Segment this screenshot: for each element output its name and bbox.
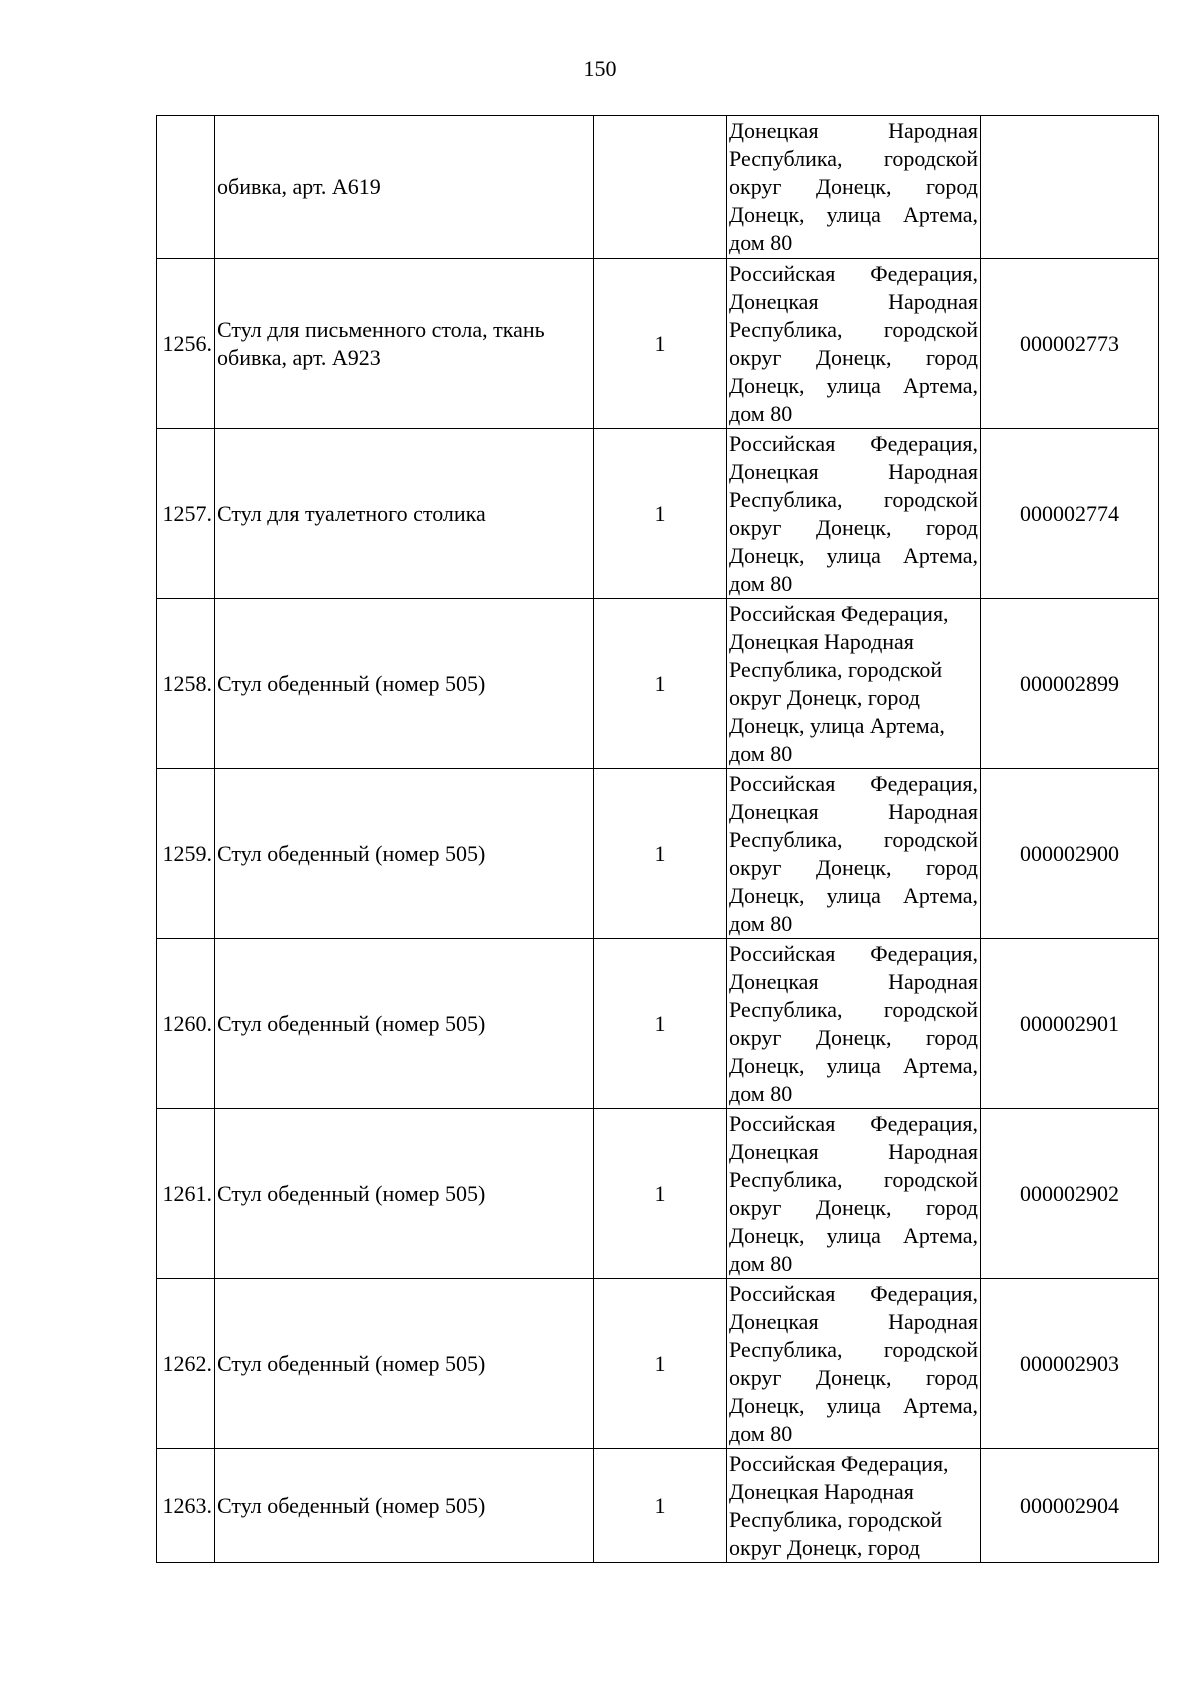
table-row <box>157 1109 1159 1279</box>
table-row <box>157 1449 1159 1563</box>
address-cell <box>727 1109 981 1279</box>
table-row <box>157 939 1159 1109</box>
item-name-cell: Стул обеденный (номер 505) <box>215 769 594 939</box>
row-number-cell: 1263. <box>157 1449 215 1563</box>
inventory-number-cell: 000002902 <box>981 1109 1159 1279</box>
item-name-cell: Стул обеденный (номер 505) <box>215 599 594 769</box>
quantity-cell: 1 <box>594 939 727 1109</box>
address-text: Российская Федерация, Донецкая Народная Республика, городской округ Донецк, город Донецк, улица Артема, дом 80 <box>729 770 978 936</box>
inventory-number-cell: 000002901 <box>981 939 1159 1109</box>
address-text: Российская Федерация, Донецкая Народная Республика, городской округ Донецк, город Донецк, улица Артема, дом 80 <box>729 1110 978 1276</box>
address-cell <box>727 769 981 939</box>
table-row <box>157 116 1159 259</box>
address-cell <box>727 1449 981 1563</box>
quantity-cell: 1 <box>594 769 727 939</box>
row-number-cell <box>157 116 215 259</box>
item-name-cell: Стул обеденный (номер 505) <box>215 1279 594 1449</box>
inventory-number-cell: 000002899 <box>981 599 1159 769</box>
item-name-cell: обивка, арт. А619 <box>215 116 594 259</box>
item-name-cell: Стул обеденный (номер 505) <box>215 939 594 1109</box>
table-row <box>157 259 1159 429</box>
table-row <box>157 429 1159 599</box>
inventory-number-cell: 000002904 <box>981 1449 1159 1563</box>
row-number-cell: 1259. <box>157 769 215 939</box>
row-number-cell: 1262. <box>157 1279 215 1449</box>
quantity-cell: 1 <box>594 599 727 769</box>
quantity-cell: 1 <box>594 1109 727 1279</box>
row-number-cell: 1256. <box>157 259 215 429</box>
inventory-number-cell <box>981 116 1159 259</box>
row-number-cell: 1261. <box>157 1109 215 1279</box>
address-text: Российская Федерация, Донецкая Народная Республика, городской округ Донецк, город Донецк, улица Артема, дом 80 <box>729 940 978 1106</box>
table-row <box>157 1279 1159 1449</box>
inventory-number-cell: 000002900 <box>981 769 1159 939</box>
item-name-cell: Стул обеденный (номер 505) <box>215 1109 594 1279</box>
item-name-cell: Стул для письменного стола, ткань обивка, арт. А923 <box>215 259 594 429</box>
table-row <box>157 769 1159 939</box>
address-cell <box>727 599 981 769</box>
inventory-number-cell: 000002774 <box>981 429 1159 599</box>
address-text: Российская Федерация, Донецкая Народная Республика, городской округ Донецк, город Донецк, улица Артема, дом 80 <box>729 600 949 766</box>
address-cell <box>727 939 981 1109</box>
item-name-cell: Стул обеденный (номер 505) <box>215 1449 594 1563</box>
address-cell <box>727 116 981 259</box>
quantity-cell <box>594 116 727 259</box>
item-name-cell: Стул для туалетного столика <box>215 429 594 599</box>
row-number-cell: 1258. <box>157 599 215 769</box>
address-text: Российская Федерация, Донецкая Народная Республика, городской округ Донецк, город Донецк, улица Артема, дом 80 <box>729 260 978 426</box>
quantity-cell: 1 <box>594 259 727 429</box>
quantity-cell: 1 <box>594 1279 727 1449</box>
address-text: Российская Федерация, Донецкая Народная Республика, городской округ Донецк, город Донецк, улица Артема, дом 80 <box>729 1280 978 1446</box>
quantity-cell: 1 <box>594 429 727 599</box>
inventory-number-cell: 000002903 <box>981 1279 1159 1449</box>
address-text: Российская Федерация, Донецкая Народная Республика, городской округ Донецк, город <box>729 1450 949 1560</box>
address-text: Российская Федерация, Донецкая Народная Республика, городской округ Донецк, город Донецк, улица Артема, дом 80 <box>729 430 978 596</box>
property-table <box>156 115 1159 1563</box>
page-number: 150 <box>583 56 617 81</box>
table-row <box>157 599 1159 769</box>
inventory-number-cell: 000002773 <box>981 259 1159 429</box>
row-number-cell: 1260. <box>157 939 215 1109</box>
quantity-cell: 1 <box>594 1449 727 1563</box>
address-cell <box>727 429 981 599</box>
address-cell <box>727 259 981 429</box>
address-cell <box>727 1279 981 1449</box>
address-text: Донецкая Народная Республика, городской округ Донецк, город Донецк, улица Артема, дом 80 <box>729 118 978 255</box>
row-number-cell: 1257. <box>157 429 215 599</box>
